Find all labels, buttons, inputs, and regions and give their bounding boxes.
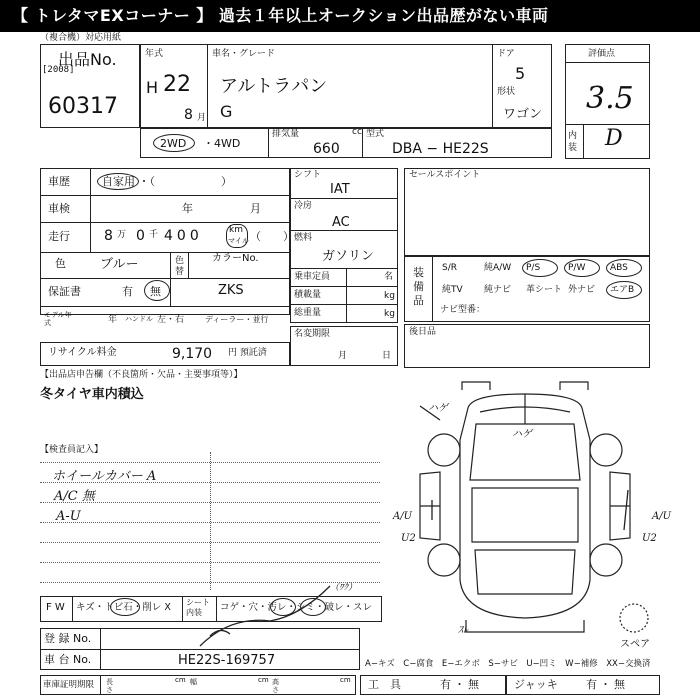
history-label: 車歴	[48, 175, 70, 188]
sales-point-box	[404, 168, 650, 256]
mileage-sen-unit: 千	[149, 230, 159, 240]
mark-hage-1: ハゲ	[428, 403, 448, 414]
fw-note: （ﾜｸ）	[330, 583, 358, 593]
cert-cm-1: cm	[175, 676, 186, 684]
fw-items: コゲ・穴・汚レ・シミ・破レ・スレ	[220, 602, 373, 613]
drive-4wd: ・4WD	[203, 137, 241, 150]
warranty-no: 無	[150, 285, 161, 298]
shape-value: ワゴン	[503, 107, 543, 122]
chassis-value: HE22S-169757	[178, 653, 276, 668]
mileage-man-unit: 万	[117, 230, 127, 240]
declaration-text: 冬タイヤ車内積込	[40, 387, 144, 402]
cert-height: 高さ	[272, 678, 279, 694]
modelyear-lr: 左・右	[157, 315, 185, 325]
cert-cm-3: cm	[340, 676, 351, 684]
cert-width: 幅	[190, 678, 197, 686]
mileage-mile: マイル	[228, 237, 249, 245]
weight-unit: kg	[384, 309, 395, 319]
colorno-value: ZKS	[218, 283, 244, 298]
equipment-circle	[522, 259, 558, 277]
mileage-rest: 400	[164, 228, 203, 244]
mark-au-left: A/U	[393, 511, 413, 522]
color-label: 色	[55, 257, 66, 270]
cert-length: 長さ	[106, 678, 113, 694]
lot-number: 60317	[48, 94, 118, 119]
model-label: 型式	[366, 129, 385, 139]
colorno-label: カラーNo.	[212, 253, 259, 264]
equipment-item: 革シート	[526, 285, 563, 295]
mileage-label: 走行	[48, 230, 70, 243]
equipment-item: P/S	[526, 263, 541, 273]
certificate-label: 車庫証明期限	[43, 680, 95, 690]
model-value: DBA − HE22S	[392, 141, 489, 157]
mark-u2-left: U2	[401, 533, 416, 544]
mileage-extra: （ ）	[250, 230, 294, 243]
mileage-man: 8	[104, 228, 113, 244]
year-value: 22	[163, 72, 191, 97]
equipment-circle	[606, 281, 642, 299]
mark-hage-2: ハゲ	[512, 429, 532, 440]
ac-value: AC	[332, 215, 350, 230]
car-name: アルトラパン	[220, 76, 328, 97]
equipment-item: S/R	[442, 263, 457, 273]
shift-value: IAT	[330, 182, 350, 197]
shift-label: シフト	[294, 170, 322, 180]
name-change-label: 名変期限	[294, 329, 331, 339]
mark-u2-right: U2	[642, 533, 657, 544]
color-repaint: 色替	[175, 256, 185, 277]
inspector-note-2: A/C 無	[54, 489, 95, 504]
modelyear-year: 年	[108, 315, 118, 325]
equipment-item: 純ナビ	[484, 285, 512, 295]
interior-label: 内装	[568, 131, 578, 153]
subtitle: （複合機）対応用紙	[40, 33, 122, 43]
fw-label: F W	[46, 602, 65, 613]
mileage-sen: 0	[136, 228, 145, 244]
fuel-label: 燃料	[294, 233, 313, 243]
cert-cm-2: cm	[258, 676, 269, 684]
warranty-label: 保証書	[48, 285, 81, 298]
capacity-unit: 名	[384, 272, 394, 282]
equipment-item: エアB	[610, 285, 635, 295]
door-label: ドア	[497, 49, 515, 59]
registration-label: 登 録 No.	[44, 632, 92, 645]
shaken-label: 車検	[48, 202, 70, 215]
after-label: 後日品	[409, 327, 437, 337]
engine-unit: cc	[352, 127, 362, 137]
equipment-circle	[606, 259, 642, 277]
mark-sure: ｽﾚ	[458, 625, 468, 636]
year-month-unit: 月	[197, 113, 207, 123]
score-label: 評価点	[588, 49, 616, 59]
shaken-month: 月	[250, 202, 261, 215]
chassis-label: 車 台 No.	[44, 653, 92, 666]
declaration-label: 【出品店申告欄（不良箇所・欠品・主要事項等）】	[40, 370, 243, 380]
stamp: [2008]	[42, 65, 75, 75]
after-box	[404, 324, 650, 368]
damage-legend: A−キズ C−腐食 E−エクボ S−サビ U−凹ミ W−補修 XX−交換済	[365, 659, 651, 669]
fw-sheet: シート内装	[186, 598, 210, 617]
name-change-month: 月	[338, 351, 348, 361]
capacity-label: 乗車定員	[294, 272, 331, 282]
ac-label: 冷房	[294, 201, 313, 211]
year-era: H	[146, 78, 159, 97]
inspector-note-1: ホイールカバー A	[52, 469, 157, 484]
engine-label: 排気量	[272, 129, 300, 139]
modelyear-dealer: ディーラー・並行	[205, 315, 269, 324]
mark-au-right: A/U	[652, 511, 672, 522]
car-grade: G	[220, 102, 233, 121]
engine-value: 660	[313, 141, 340, 157]
year-month: 8	[184, 107, 193, 123]
year-label: 年式	[145, 49, 164, 59]
modelyear-label: モデル年式	[44, 311, 72, 327]
load-unit: kg	[384, 291, 395, 301]
fuel-value: ガソリン	[322, 249, 375, 264]
car-diagram	[380, 380, 670, 650]
equipment-label: 装備品	[413, 266, 424, 307]
drive-row	[140, 128, 552, 158]
fw-kizu: キズ・トビ石・削レ X	[76, 602, 171, 613]
warranty-yes: 有	[122, 285, 133, 298]
car-label: 車名・グレード	[212, 49, 276, 59]
equipment-item: 外ナビ	[568, 285, 596, 295]
tools-value: 有・無	[440, 678, 482, 691]
recycle-label: リサイクル料金	[48, 347, 117, 358]
drive-2wd: 2WD	[160, 137, 187, 150]
equipment-circle	[564, 259, 600, 277]
recycle-value: 9,170	[172, 346, 213, 362]
inspector-label: 【検査員記入】	[40, 445, 104, 455]
equipment-item: ABS	[610, 263, 628, 273]
modelyear-handle: ハンドル	[125, 315, 153, 323]
jack-label: ジャッキ	[514, 678, 558, 691]
spare-label: スペア	[620, 639, 650, 650]
lot-label: 出品No.	[58, 50, 117, 69]
shaken-year: 年	[182, 202, 193, 215]
equipment-item: P/W	[568, 263, 586, 273]
interior-value: D	[605, 126, 623, 151]
weight-label: 総重量	[294, 308, 322, 318]
banner-text: 【 トレタマEXコーナー 】 過去１年以上オークション出品歴がない車両	[12, 6, 549, 25]
color-value: ブルー	[100, 257, 139, 272]
door-value: 5	[515, 64, 526, 83]
tools-label: 工 具	[368, 678, 401, 691]
equipment-item: 純A/W	[484, 263, 512, 273]
shape-label: 形状	[497, 87, 516, 97]
score-value: 3.5	[586, 81, 634, 116]
sales-point-label: セールスポイント	[409, 170, 481, 180]
inspector-note-3: A-U	[56, 509, 81, 524]
nav-label: ナビ型番：	[440, 305, 486, 315]
load-label: 積載量	[294, 290, 322, 300]
recycle-unit: 円 預託済	[228, 348, 267, 358]
mileage-km: km	[229, 225, 243, 235]
banner	[0, 0, 700, 32]
history-options: 自家用 ・（ ）	[102, 175, 232, 188]
equipment-item: 純TV	[442, 285, 463, 295]
name-change-day: 日	[382, 351, 392, 361]
jack-value: 有・無	[586, 678, 628, 691]
